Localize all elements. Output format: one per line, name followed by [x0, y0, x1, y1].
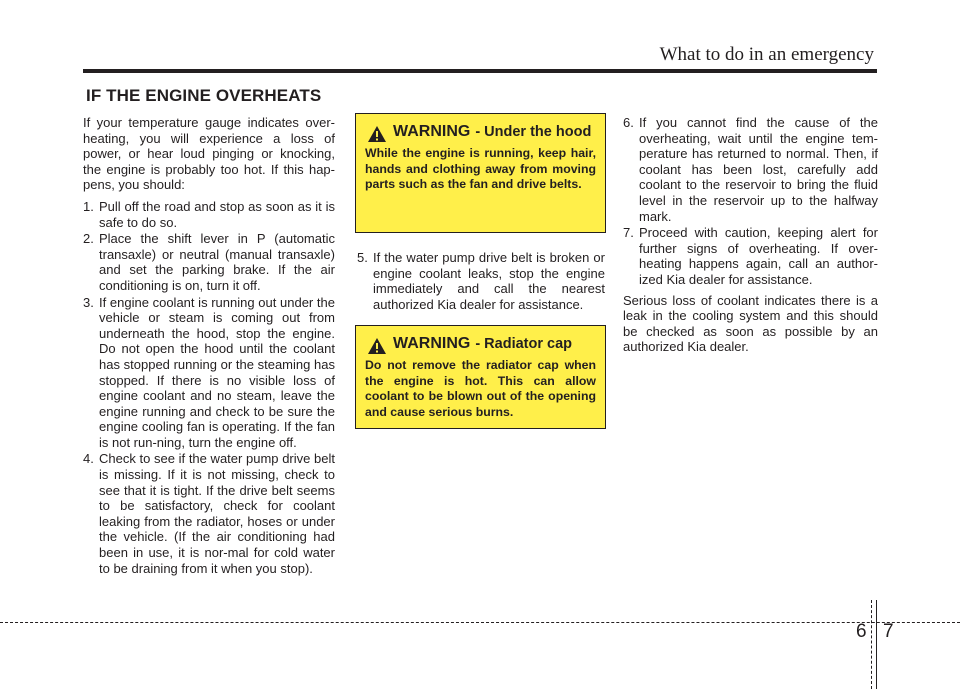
list-item [623, 225, 878, 287]
step-text: If you cannot find the cause of the overheating, wait until the engine tem-perature has returned to normal. Then, if coolant has been lost, carefully add coolant to the reservoir to bring the fluid level in the reservoir up to the halfway mark. [639, 115, 878, 224]
list-item [83, 295, 335, 451]
step-number: 5. [357, 250, 368, 265]
closing-paragraph: Serious loss of coolant indicates there is a leak in the cooling system and this should be checked as soon as possible by an authorized Kia dealer. [623, 292, 878, 355]
step-number: 7. [623, 225, 634, 241]
warning-body: Do not remove the radiator cap when the engine is hot. This can allow coolant to be blown out of the opening and cause serious burns. [365, 358, 596, 419]
footer-divider [876, 600, 877, 689]
column-left [83, 115, 335, 577]
step-text: If engine coolant is running out under the vehicle or steam is coming out from underneath the hood, stop the engine. Do not open the hood until the coolant has stopped running or the steaming has stopped. If there is no visible loss of engine coolant and no steam, leave the engine running and check to be sure the engine cooling fan is operating. If the fan is not run-ning, turn the engine off. [99, 294, 335, 450]
warning-subject: - Under the hood [475, 124, 592, 140]
warning-box-under-hood [355, 113, 606, 233]
chapter-number: 6 [856, 621, 867, 642]
steps-list [83, 199, 335, 576]
warning-body: While the engine is running, keep hair, hands and clothing away from moving parts such as the fan and drive belts. [365, 146, 596, 192]
step-text: If the water pump drive belt is broken or engine coolant leaks, stop the engine immediately and call the nearest authorized Kia dealer for assistance. [373, 250, 605, 312]
step-number: 1. [83, 198, 94, 214]
page-number: 7 [883, 621, 894, 642]
list-item [83, 451, 335, 576]
footer-divider-dashed [871, 600, 872, 689]
warning-heading [365, 335, 596, 355]
warning-label: WARNING [393, 123, 471, 140]
footer-rule [0, 622, 960, 623]
step-text: Proceed with caution, keeping alert for further signs of overheating. If over-heating happens again, call an author-ized Kia dealer for assistance. [639, 225, 878, 287]
steps-list [357, 250, 605, 312]
step-number: 6. [623, 115, 634, 130]
warning-heading [365, 123, 596, 143]
warning-box-radiator-cap [355, 325, 606, 429]
step-number: 2. [83, 231, 94, 247]
column-middle [357, 250, 605, 313]
step-text: Check to see if the water pump drive belt is missing. If it is not missing, check to see that it is tight. If the drive belt seems to be satisfactory, check for coolant leaking from the radiator, hoses or under the vehicle. (If the air conditioning had been in use, it is nor-mal for cold water to be draining from it when you stop). [99, 451, 335, 576]
running-header: What to do in an emergency [659, 44, 874, 65]
warning-subject: - Radiator cap [475, 336, 573, 352]
header-rule [83, 69, 877, 73]
steps-list [623, 115, 878, 288]
step-number: 3. [83, 294, 94, 310]
section-title: IF THE ENGINE OVERHEATS [86, 86, 322, 105]
list-item [83, 231, 335, 293]
warning-triangle-icon [367, 337, 387, 355]
column-right [623, 115, 878, 361]
list-item [623, 115, 878, 224]
list-item [357, 250, 605, 312]
step-number: 4. [83, 451, 94, 467]
step-text: Pull off the road and stop as soon as it is safe to do so. [99, 198, 335, 230]
warning-triangle-icon [367, 125, 387, 143]
warning-label: WARNING [393, 335, 471, 352]
list-item [83, 199, 335, 230]
step-text: Place the shift lever in P (automatic transaxle) or neutral (manual transaxle) and set the parking brake. If the air conditioning is on, turn it off. [99, 231, 335, 293]
intro-paragraph: If your temperature gauge indicates over-heating, you will experience a loss of power, or hear loud pinging or knocking, the engine is probably too hot. If this hap-pens, you should: [83, 115, 335, 193]
